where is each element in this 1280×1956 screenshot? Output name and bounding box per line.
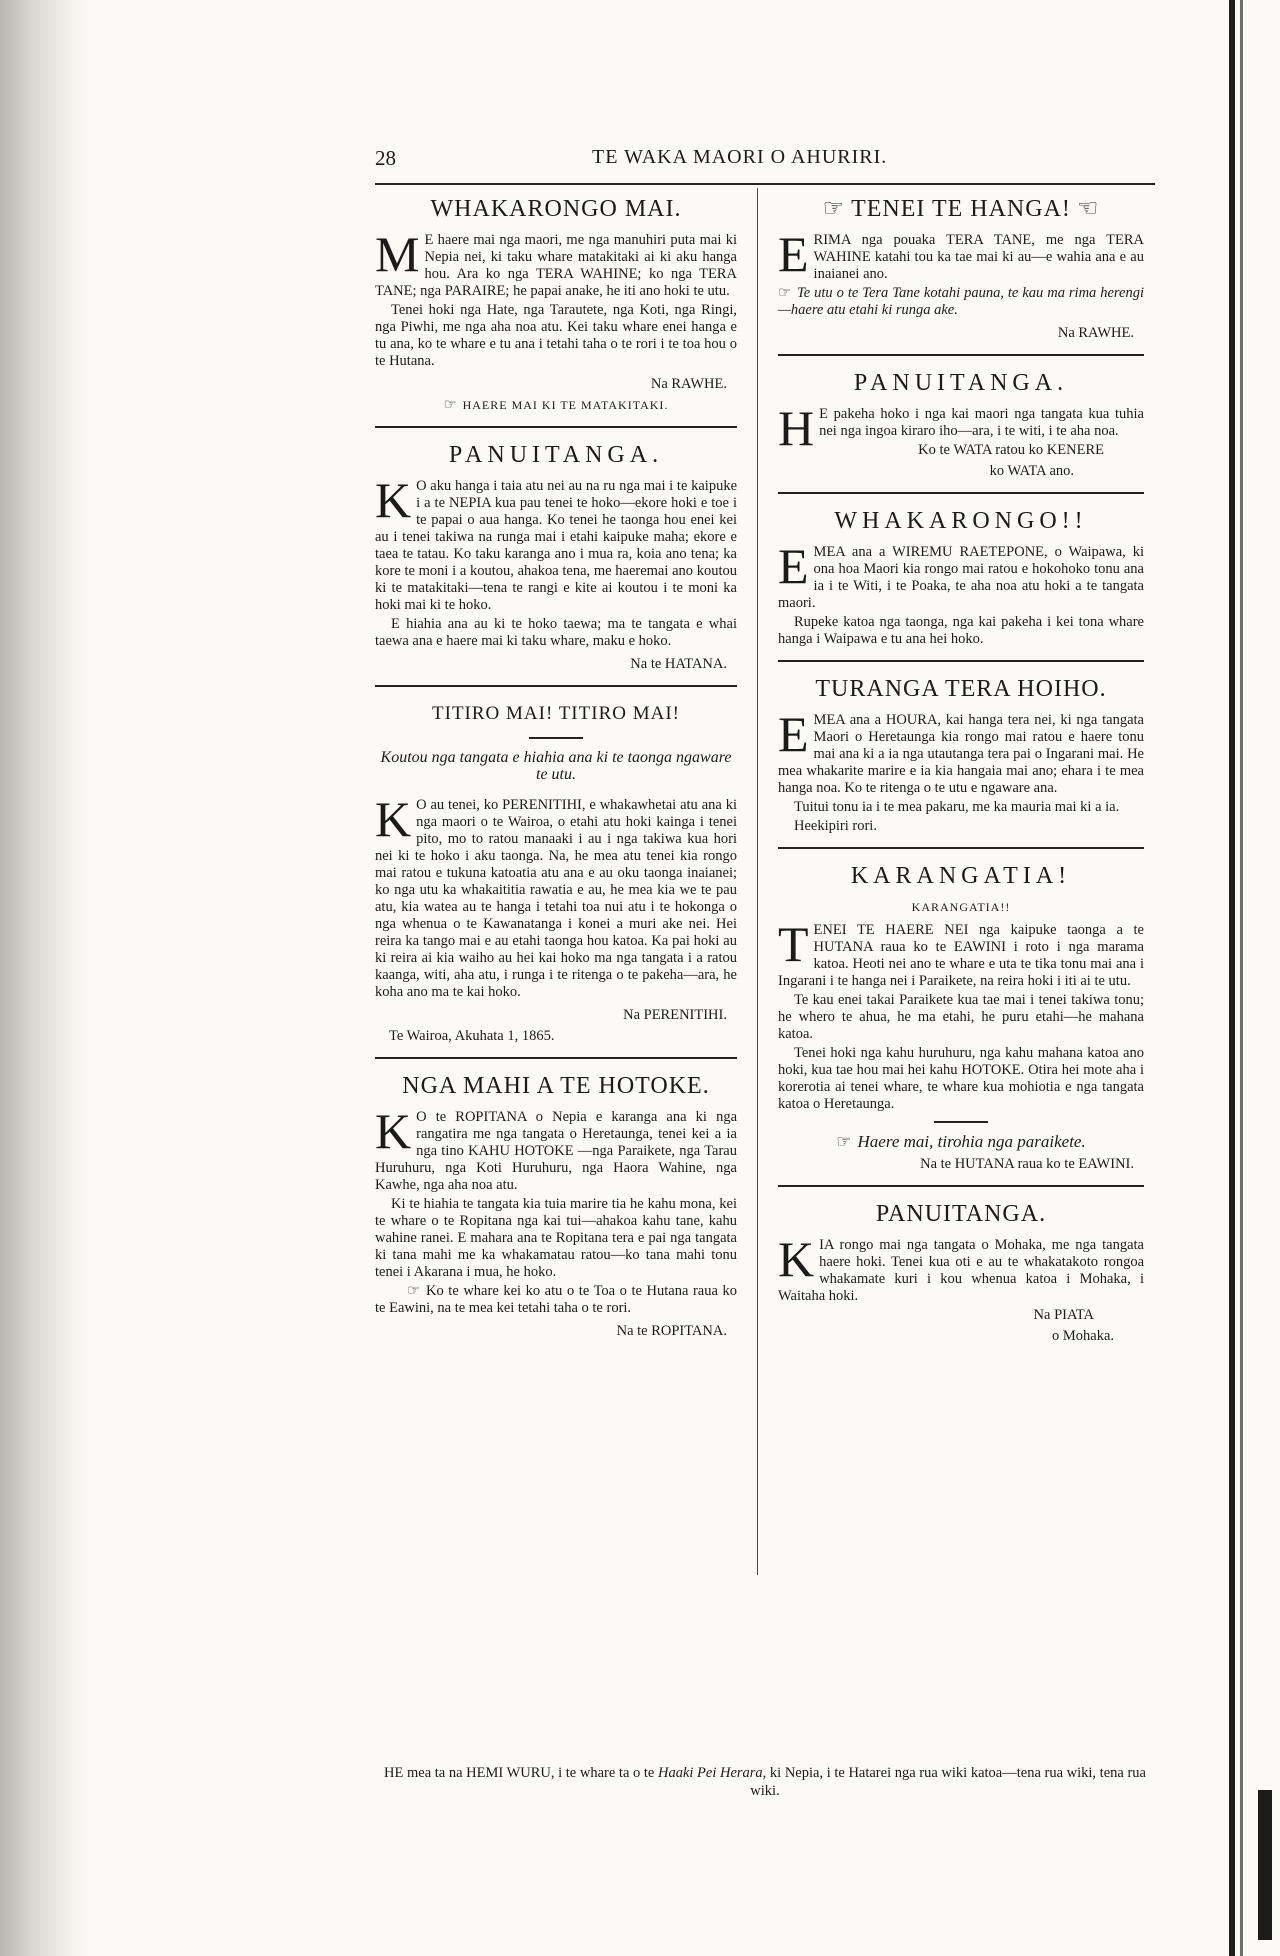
drop-cap: M [375,226,420,282]
article-title: PANUITANGA. [853,370,1069,396]
section-rule [375,685,737,687]
article-title: PANUITANGA. [448,442,664,468]
section-rule [778,660,1144,662]
page-corner-mark [1258,1790,1272,1940]
short-rule [529,737,583,739]
header-rule [375,183,1155,185]
section-rule [375,1057,737,1059]
left-column [375,190,737,1352]
section-rule [778,492,1144,494]
section-rule [778,1185,1144,1187]
pointing-hand-icon: ☞ [443,397,457,413]
article-signature: Na te ROPITANA. [616,1323,727,1339]
article-signature-line-2: ko WATA ano. [989,463,1074,479]
page-edge-dark [1229,0,1235,1956]
pointing-hand-icon: ☞ [407,1283,420,1299]
drop-cap: K [375,791,412,847]
pointing-hand-icon: ☞ [836,1132,852,1151]
running-title: TE WAKA MAORI O AHURIRI. [592,146,888,168]
article-paragraph: ☞ Ko te whare kei ko atu o te Toa o te Hutana raua ko te Eawini, na te mea kei tetahi taha o te rori. [375,1283,737,1316]
drop-cap: T [778,916,809,972]
article-signature: Na te HATANA. [630,656,727,672]
article-paragraph: KIA rongo mai nga tangata o Mohaka, me nga tangata haere hoki. Tenei kua oti e au te whakatakoto rongoa whakamate kuri i kou whenua katoa i Mohaka, i Waitaha hoki. [778,1231,1144,1304]
article-paragraph: E hiahia ana au ki te hoko taewa; ma te tangata e whai taewa ana e haere mai ki taku whare, maku e hoko. [375,616,737,649]
section-rule [778,354,1144,356]
article-karangatia [778,861,1144,1173]
article-paragraph: ERIMA nga pouaka TERA TANE, me nga TERA WAHINE katahi tou ka tae mai ki au—e wahia ana e au inaianei ano. [778,226,1144,282]
drop-cap: K [375,1103,412,1159]
page-number: 28 [375,146,396,170]
pointing-hand-icon: ☜ [1076,196,1100,222]
article-signature: Ko te WATA ratou ko KENERE [918,442,1104,458]
article-paragraph: TENEI TE HAERE NEI nga kaipuke taonga a te HUTANA raua ko te EAWINI i roto i nga marama katoa. Heoti nei ano te whare e uta te tika tonu mai ana i Ingarani i te hanga nei i Paraikete, na reira hoki i iti ai te utu. [778,916,1144,989]
article-paragraph: K O te ROPITANA o Nepia e karanga ana ki nga rangatira me nga tangata o Heretaunga, tenei kei a ia nga tino KAHU HOTOKE —nga Paraikete, nga Tarau Huruhuru, nga Koti Huruhuru, nga Haora Wahine, nga Kawhe, nga aha noa atu. [375,1103,737,1193]
article-panuitanga-3 [778,1199,1144,1345]
section-rule [778,847,1144,849]
article-note: ☞ HAERE MAI KI TE MATAKITAKI. [443,397,669,413]
page-binding-edge [0,0,90,1956]
article-title: NGA MAHI A TE HOTOKE. [402,1073,710,1099]
article-signature-line-2: o Mohaka. [1051,1328,1114,1344]
article-title: KARANGATIA! [850,863,1072,889]
article-paragraph: EMEA ana a HOURA, kai hanga tera nei, ki nga tangata Maori o Heretaunga kia rongo mai ratou e haere tonu mai ana ki a ia nga utautanga tera pai o Ingarani mai. He mea whakarite marire e ia kia hangaia mai ano; ehara i te mea hanga noa. Ko te ritenga o te utu e ngaware ana. [778,706,1144,796]
article-signature: Na RAWHE. [650,376,727,392]
article-paragraph: M E haere mai nga maori, me nga manuhiri puta mai ki Nepia nei, ki taku whare matakitaki ai ki aku hanga hou. Ara ko nga TERA WAHINE; ko nga TERA TANE; nga PARAIRE; he papai anake, he iti ano hoki te utu. [375,226,737,299]
drop-cap: H [778,400,815,456]
page-edge-shadow [1240,0,1243,1956]
article-signature: Na RAWHE. [1057,325,1134,341]
drop-cap: E [778,538,809,594]
section-rule [375,426,737,428]
article-title: TURANGA TERA HOIHO. [815,676,1107,702]
article-signature: Na PERENITIHI. [623,1007,727,1023]
article-title: WHAKARONGO MAI. [430,196,682,222]
right-column [778,190,1144,1357]
article-paragraph: Tenei hoki nga Hate, nga Tarautete, nga Koti, nga Ringi, nga Piwhi, me nga aha noa atu. Kei taku whare enei hanga e tu ana, ko te whare e tu ana i tetahi taha o te rori i te toa hou o te Hutana. [375,302,737,369]
short-rule [934,1121,988,1123]
article-turanga-tera-hoiho [778,674,1144,835]
drop-cap: K [375,472,412,528]
article-title: ☞ TENEI TE HANGA! ☜ [822,196,1100,222]
article-tenei-te-hanga [778,194,1144,342]
article-paragraph: Tuitui tonu ia i te mea pakaru, me ka mauria mai ki a ia. [794,799,1120,815]
pointing-hand-icon: ☞ [778,285,791,301]
article-note: ☞ Haere mai, tirohia nga paraikete. [836,1132,1086,1151]
drop-cap: E [778,706,809,762]
column-rule [757,188,758,1575]
article-place-date: Te Wairoa, Akuhata 1, 1865. [389,1028,555,1044]
article-paragraph: Tenei hoki nga kahu huruhuru, nga kahu mahana katoa ano hoki, kua tae hou mai hei kahu HOTOKE. Otira hei mote aha i korerotia ai tenei whare, te whare kua mohiotia e nga tangata katoa o Heretaunga. [778,1045,1144,1112]
article-title: PANUITANGA. [875,1201,1047,1227]
article-subtitle: Koutou nga tangata e hiahia ana ki te taonga ngaware te utu. [380,749,732,783]
article-paragraph: K O au tenei, ko PERENITIHI, e whakawhetai atu ana ki nga maori o te Wairoa, o etahi atu hoki kainga i tenei pito, mo to ratou manaaki i au i nga takiwa kua hori nei ki te hoko i aku taonga. Na, he mea atu tenei kia rongo mai ratou e tukuna katoatia atu ana e au oku taonga inaianei; ko nga utu ka whakaititia rawatia e au, he mea kia we te pau atu, kia watea au te hanga i tetahi toa nui atu i te hokonga o nga whenua o te Kawanatanga i konei a muri ake nei. Hei reira ka tango mai e au etahi taonga hou katoa. Ka pai hoki au ki reira ai kia waiho au hei kai hoko ma nga tangata i a ratou kaanga, witi, aha atu, i runga i te ritenga o te pakeha—ara, he koha ano ma te kai hoko. [375,791,737,1000]
article-nga-mahi-a-te-hotoke [375,1071,737,1340]
drop-cap: K [778,1231,815,1287]
article-signature: Na te HUTANA raua ko te EAWINI. [920,1156,1134,1172]
article-paragraph: Ki te hiahia te tangata kia tuia marire tia he kahu mona, kei te whare o te Ropitana nga kai tui—ahakoa kahu tane, kahu wahine ranei. E mahara ana te Ropitana tera e pai nga tangata ki tana mahi me ka whakamatau ratou—ko tana mahi tonu tenei i Akarana i mua, he hoko. [375,1196,737,1280]
article-paragraph: K O aku hanga i taia atu nei au na ru nga mai i te kaipuke i a te NEPIA kua pau tenei te hoko—ekore hoki e toe i te papai o aua hanga. Ko tenei he taonga hou enei kei au i tenei takiwa na runga mai i etahi kaipuke maha; ekore e taea te tatau. Ko taku karanga ano i mua ra, koia ano tena; ka kore te moni i a koutou, ahakoa tena, me haeremai ano koutou ki te matakitaki—tena te rangi e kite ai koutou i te moni ka hoki mai ki te hoko. [375,472,737,613]
pointing-hand-icon: ☞ [822,196,846,222]
newspaper-name: Haaki Pei Herara, [657,1765,767,1781]
article-signature: Na PIATA [1033,1307,1094,1323]
article-panuitanga-2 [778,368,1144,480]
article-title: TITIRO MAI! TITIRO MAI! [432,703,680,724]
article-paragraph: Heekipiri rori. [794,818,877,834]
article-panuitanga [375,440,737,673]
article-title: WHAKARONGO!! [834,508,1088,534]
article-paragraph: Rupeke katoa nga taonga, nga kai pakeha i kei tona whare hanga i Waipawa e tu ana hei hoko. [778,614,1144,647]
article-note: ☞ Te utu o te Tera Tane kotahi pauna, te kau ma rima herengi—haere atu etahi ki runga ake. [778,285,1144,318]
article-paragraph: Te kau enei takai Paraikete kua tae mai i tenei takiwa tonu; he whero te ahua, he ma etahi, he puru etahi—he mahana katoa. [778,992,1144,1042]
article-whakarongo-mai [375,194,737,414]
drop-cap: E [778,226,809,282]
article-subtitle: KARANGATIA!! [911,900,1011,914]
article-paragraph: H E pakeha hoko i nga kai maori nga tangata kua tuhia nei nga ingoa kiraro iho—ara, i te witi, i te aha noa. [778,400,1144,456]
article-titiro-mai [375,699,737,1045]
article-whakarongo-2 [778,506,1144,648]
printer-imprint: HE mea ta na HEMI WURU, i te whare ta o te Haaki Pei Herara, ki Nepia, i te Hatarei nga rua wiki katoa—tena rua wiki, tena rua wiki. [384,1765,1146,1799]
article-paragraph: EMEA ana a WIREMU RAETEPONE, o Waipawa, ki ona hoa Maori kia rongo mai ratou e hokohoko tonu ana ia i te Witi, i te Poaka, te aha noa atu hoki a te tangata maori. [778,538,1144,611]
